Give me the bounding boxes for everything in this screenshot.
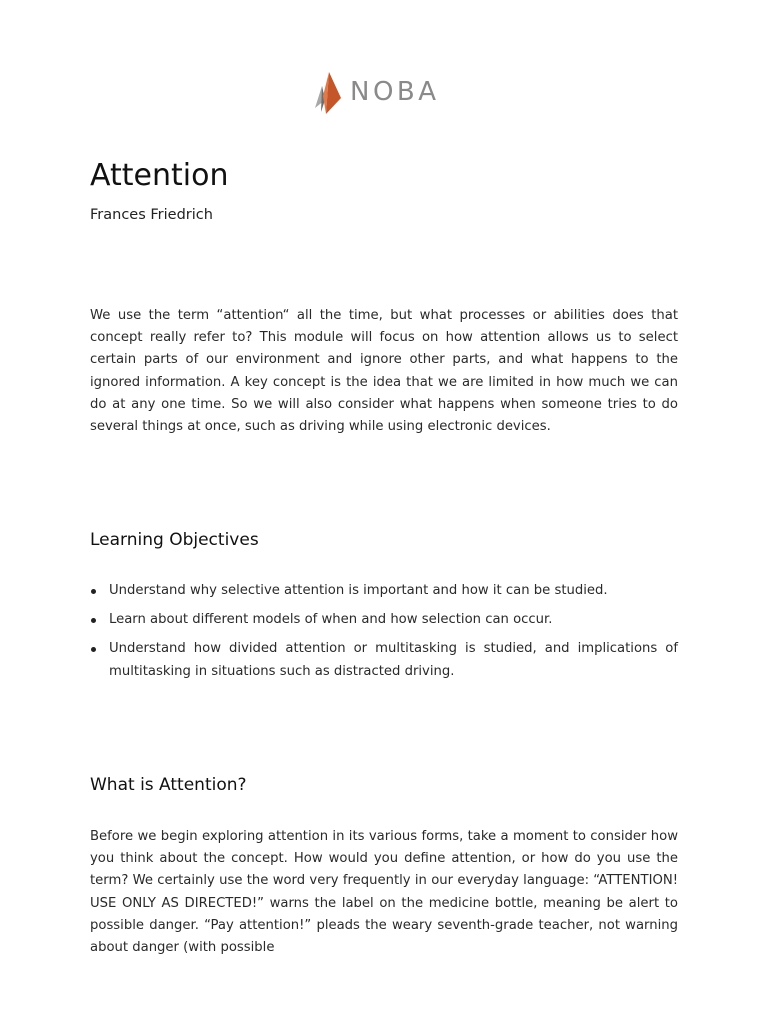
objective-text: Understand why selective attention is important and how it can be studied. — [109, 583, 608, 598]
abstract-paragraph: We use the term “attention“ all the time, but what processes or abilities does that concept really refer to? This module will focus on how attention allows us to select certain parts of our environment and ignore other parts, and what happens to the ignored information. A key concept is the idea that we are limited in how much we can do at any one time. So we will also consider what happens when someone tries to do several things at once, such as driving while using electronic devices. — [90, 308, 678, 435]
learning-objectives-heading: Learning Objectives — [90, 530, 259, 550]
page-title: Attention — [90, 158, 229, 193]
bullet-icon — [91, 647, 96, 652]
objective-text: Understand how divided attention or multitasking is studied, and implications of multitasking in situations such as distracted driving. — [109, 641, 678, 679]
bullet-icon — [91, 618, 96, 623]
noba-logo-icon — [312, 70, 342, 114]
author-name: Frances Friedrich — [90, 207, 213, 223]
noba-wordmark: NOBA — [350, 77, 440, 107]
section-paragraph: Before we begin exploring attention in its various forms, take a moment to consider how you think about the concept. How would you define attention, or how do you use the term? We certainly use the word very frequently in our everyday language: “ATTENTION! USE ONLY AS DIRECTED!” warns the label on the medicine bottle, meaning be alert to possible danger. “Pay attention!” pleads the weary seventh-grade teacher, not warning about danger (with possible — [90, 829, 678, 956]
list-item — [90, 609, 678, 632]
what-is-attention-heading: What is Attention? — [90, 775, 247, 795]
list-item — [90, 638, 678, 683]
noba-logo — [312, 70, 440, 114]
learning-objectives-list — [90, 580, 678, 690]
list-item — [90, 580, 678, 603]
bullet-icon — [91, 589, 96, 594]
objective-text: Learn about different models of when and how selection can occur. — [109, 612, 553, 627]
